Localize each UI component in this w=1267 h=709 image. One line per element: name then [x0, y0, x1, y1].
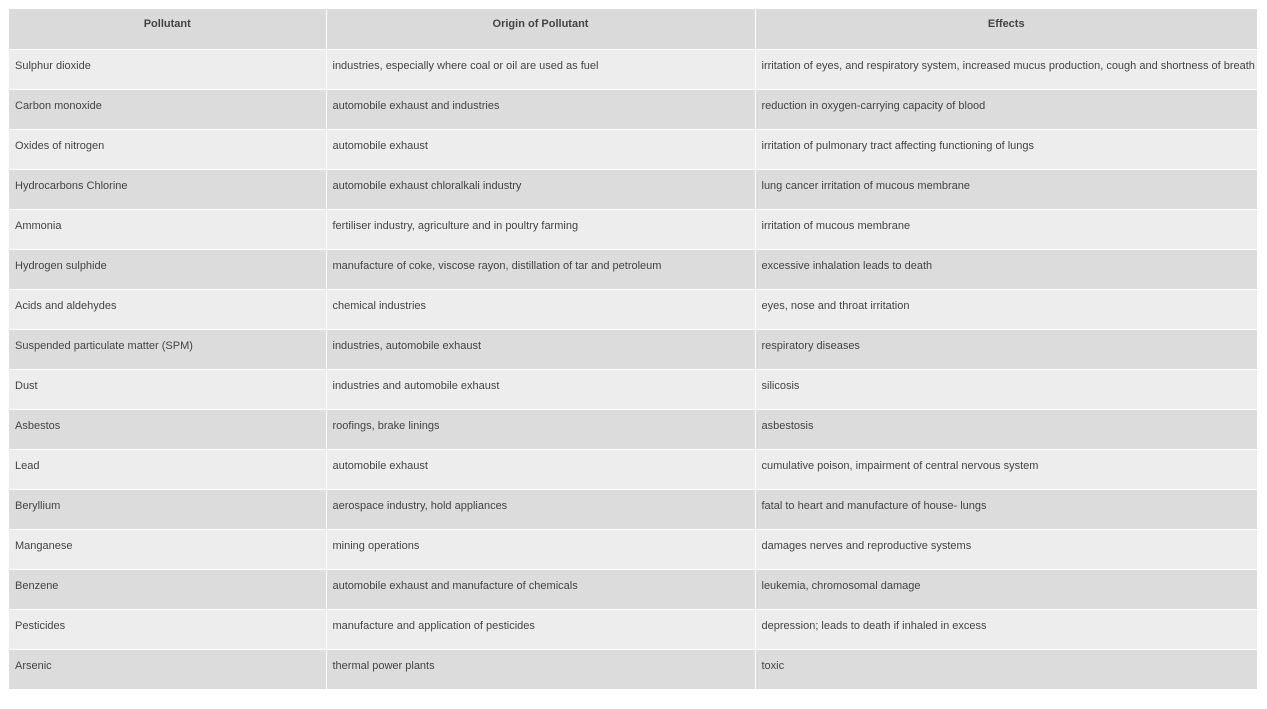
- table-body: [9, 49, 1257, 689]
- cell-origin: chemical industries: [326, 289, 755, 329]
- cell-origin: automobile exhaust and manufacture of chemicals: [326, 569, 755, 609]
- cell-pollutant: Suspended particulate matter (SPM): [9, 329, 326, 369]
- cell-origin: mining operations: [326, 529, 755, 569]
- table-row: [9, 289, 1257, 329]
- cell-effects: irritation of mucous membrane: [755, 209, 1257, 249]
- table-row: [9, 409, 1257, 449]
- cell-pollutant: Ammonia: [9, 209, 326, 249]
- table-row: [9, 129, 1257, 169]
- cell-origin: industries and automobile exhaust: [326, 369, 755, 409]
- cell-effects: cumulative poison, impairment of central nervous system: [755, 449, 1257, 489]
- cell-pollutant: Hydrogen sulphide: [9, 249, 326, 289]
- cell-effects: respiratory diseases: [755, 329, 1257, 369]
- table-row: [9, 249, 1257, 289]
- cell-pollutant: Oxides of nitrogen: [9, 129, 326, 169]
- cell-pollutant: Asbestos: [9, 409, 326, 449]
- cell-origin: roofings, brake linings: [326, 409, 755, 449]
- pollutants-table-container: [9, 9, 1257, 690]
- table-row: [9, 49, 1257, 89]
- table-row: [9, 369, 1257, 409]
- cell-effects: reduction in oxygen-carrying capacity of blood: [755, 89, 1257, 129]
- cell-origin: fertiliser industry, agriculture and in poultry farming: [326, 209, 755, 249]
- cell-effects: depression; leads to death if inhaled in excess: [755, 609, 1257, 649]
- cell-origin: thermal power plants: [326, 649, 755, 689]
- header-effects: Effects: [755, 9, 1257, 49]
- header-pollutant: Pollutant: [9, 9, 326, 49]
- table-row: [9, 569, 1257, 609]
- table-row: [9, 329, 1257, 369]
- cell-effects: asbestosis: [755, 409, 1257, 449]
- cell-effects: eyes, nose and throat irritation: [755, 289, 1257, 329]
- cell-pollutant: Dust: [9, 369, 326, 409]
- table-row: [9, 649, 1257, 689]
- cell-effects: fatal to heart and manufacture of house- lungs: [755, 489, 1257, 529]
- cell-pollutant: Manganese: [9, 529, 326, 569]
- cell-origin: aerospace industry, hold appliances: [326, 489, 755, 529]
- table-row: [9, 209, 1257, 249]
- cell-origin: automobile exhaust and industries: [326, 89, 755, 129]
- cell-pollutant: Acids and aldehydes: [9, 289, 326, 329]
- table-row: [9, 169, 1257, 209]
- cell-pollutant: Carbon monoxide: [9, 89, 326, 129]
- cell-pollutant: Sulphur dioxide: [9, 49, 326, 89]
- table-header-row: [9, 9, 1257, 49]
- cell-origin: automobile exhaust: [326, 129, 755, 169]
- cell-pollutant: Lead: [9, 449, 326, 489]
- cell-pollutant: Hydrocarbons Chlorine: [9, 169, 326, 209]
- cell-effects: lung cancer irritation of mucous membrane: [755, 169, 1257, 209]
- header-origin: Origin of Pollutant: [326, 9, 755, 49]
- cell-origin: industries, automobile exhaust: [326, 329, 755, 369]
- cell-effects: irritation of pulmonary tract affecting functioning of lungs: [755, 129, 1257, 169]
- cell-effects: excessive inhalation leads to death: [755, 249, 1257, 289]
- table-row: [9, 529, 1257, 569]
- cell-pollutant: Benzene: [9, 569, 326, 609]
- cell-origin: manufacture and application of pesticides: [326, 609, 755, 649]
- table-header: [9, 9, 1257, 49]
- table-row: [9, 449, 1257, 489]
- cell-effects: damages nerves and reproductive systems: [755, 529, 1257, 569]
- cell-pollutant: Beryllium: [9, 489, 326, 529]
- cell-origin: industries, especially where coal or oil are used as fuel: [326, 49, 755, 89]
- cell-effects: toxic: [755, 649, 1257, 689]
- cell-effects: leukemia, chromosomal damage: [755, 569, 1257, 609]
- pollutants-table: [9, 9, 1257, 690]
- cell-origin: manufacture of coke, viscose rayon, distillation of tar and petroleum: [326, 249, 755, 289]
- cell-pollutant: Arsenic: [9, 649, 326, 689]
- cell-origin: automobile exhaust chloralkali industry: [326, 169, 755, 209]
- table-row: [9, 489, 1257, 529]
- cell-origin: automobile exhaust: [326, 449, 755, 489]
- cell-pollutant: Pesticides: [9, 609, 326, 649]
- cell-effects: irritation of eyes, and respiratory system, increased mucus production, cough and shortness of breath: [755, 49, 1257, 89]
- table-row: [9, 609, 1257, 649]
- cell-effects: silicosis: [755, 369, 1257, 409]
- table-row: [9, 89, 1257, 129]
